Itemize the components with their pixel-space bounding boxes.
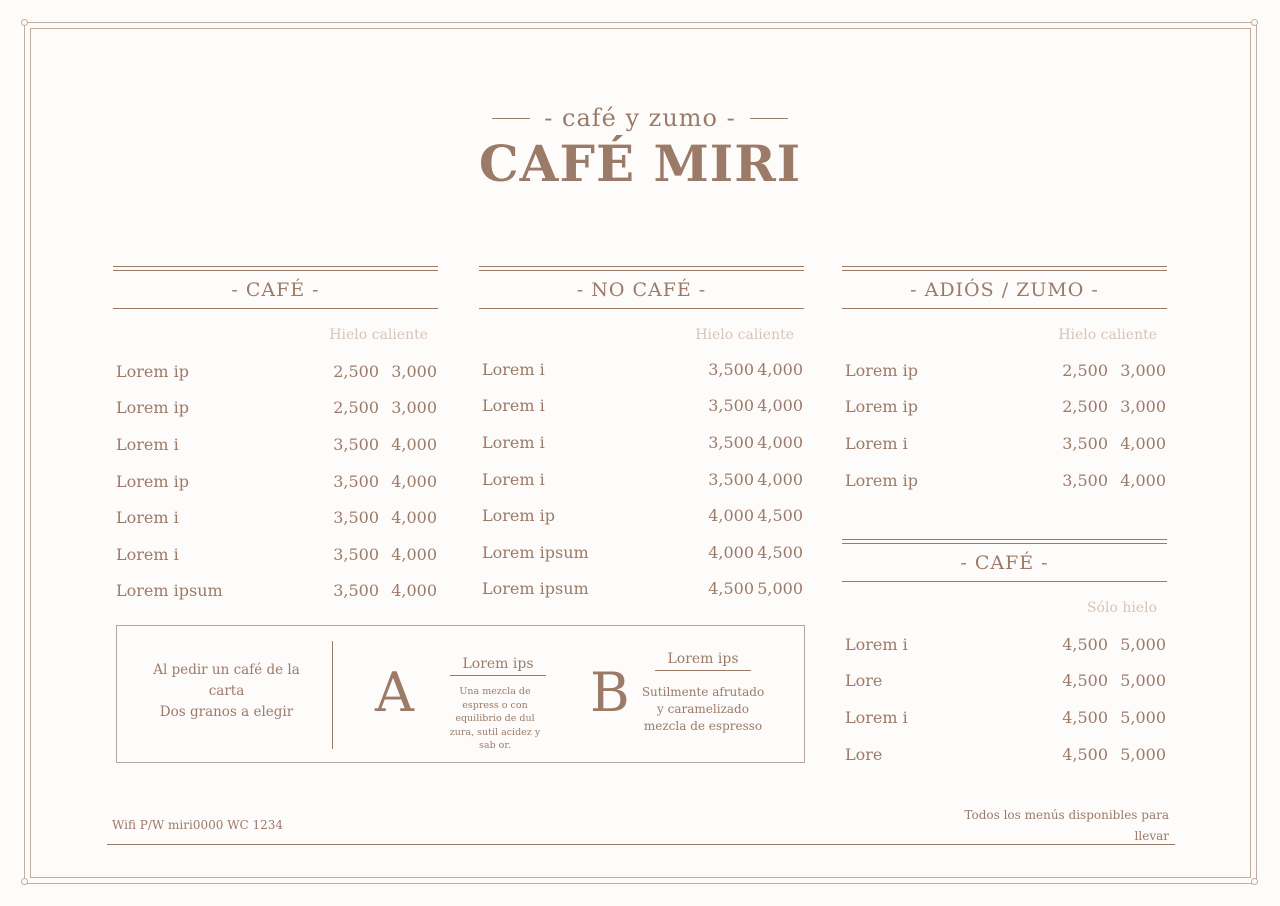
item-price-iced: 3,500 xyxy=(333,581,379,601)
item-price-iced: 2,500 xyxy=(333,398,379,418)
section-no-cafe xyxy=(479,266,804,607)
section-title: - CAFÉ - xyxy=(842,544,1167,582)
item-price-hot: 4,000 xyxy=(1120,433,1166,453)
item-price-iced: 2,500 xyxy=(1062,397,1108,417)
bean-choice-line-1: Al pedir un café de la carta xyxy=(153,662,300,699)
item-price-hot: 4,000 xyxy=(391,471,437,491)
item-price: 4,500 xyxy=(1062,707,1108,727)
menu-item xyxy=(842,425,1167,462)
menu-item xyxy=(479,388,804,425)
menu-item xyxy=(842,626,1167,663)
item-name: Lorem i xyxy=(845,433,908,453)
menu-item xyxy=(479,571,804,608)
menu-list xyxy=(479,351,804,607)
item-price: 4,500 xyxy=(1062,634,1108,654)
section-subheader: Hielo caliente xyxy=(329,327,428,343)
info-divider xyxy=(332,641,333,749)
menu-item xyxy=(113,426,438,463)
menu-header xyxy=(0,104,1280,193)
menu-item xyxy=(479,497,804,534)
item-price: 5,000 xyxy=(1120,744,1166,764)
section-cafe xyxy=(113,266,438,609)
menu-item xyxy=(479,534,804,571)
menu-item xyxy=(842,736,1167,773)
menu-item xyxy=(113,573,438,610)
item-name: Lore xyxy=(845,744,883,764)
item-name: Lorem ip xyxy=(845,397,918,417)
option-a-letter: A xyxy=(375,661,414,724)
item-price-iced: 4,000 xyxy=(708,506,754,526)
menu-subtitle: - café y zumo - xyxy=(544,104,736,132)
menu-item xyxy=(842,352,1167,389)
menu-item xyxy=(479,351,804,388)
item-price-iced: 3,500 xyxy=(708,359,754,379)
item-name: Lore xyxy=(845,671,883,691)
menu-item xyxy=(842,699,1167,736)
section-cafe-iced xyxy=(842,539,1167,772)
section-subheader: Sólo hielo xyxy=(1086,600,1157,616)
item-price-iced: 3,500 xyxy=(1062,470,1108,490)
item-price-hot: 4,000 xyxy=(757,432,803,452)
item-name: Lorem i xyxy=(482,432,545,452)
menu-list xyxy=(842,352,1167,498)
option-b-letter: B xyxy=(590,661,630,724)
menu-item xyxy=(113,463,438,500)
item-name: Lorem i xyxy=(845,707,908,727)
bean-choice-note xyxy=(139,660,314,723)
menu-item xyxy=(842,663,1167,700)
item-price: 5,000 xyxy=(1120,634,1166,654)
item-name: Lorem i xyxy=(482,396,545,416)
item-price-iced: 3,500 xyxy=(708,396,754,416)
menu-item xyxy=(113,536,438,573)
item-name: Lorem ip xyxy=(116,471,189,491)
item-price: 4,500 xyxy=(1062,671,1108,691)
section-title: - ADIÓS / ZUMO - xyxy=(842,271,1167,309)
menu-item xyxy=(842,462,1167,499)
item-price-iced: 3,500 xyxy=(333,471,379,491)
menu-item xyxy=(842,389,1167,426)
item-name: Lorem ip xyxy=(116,398,189,418)
option-b-description: Sutilmente afrutado y caramelizado mezcla de espresso xyxy=(641,685,765,733)
item-price-iced: 3,500 xyxy=(333,508,379,528)
frame-corner-ornament xyxy=(1251,878,1258,885)
item-price-iced: 3,500 xyxy=(708,432,754,452)
frame-corner-ornament xyxy=(1251,19,1258,26)
item-price-iced: 3,500 xyxy=(1062,433,1108,453)
wifi-info: Wifi P/W miri0000 WC 1234 xyxy=(112,818,284,832)
item-name: Lorem ip xyxy=(482,506,555,526)
section-subheader: Hielo caliente xyxy=(1058,327,1157,343)
item-price-hot: 3,000 xyxy=(1120,360,1166,380)
item-name: Lorem ip xyxy=(845,360,918,380)
menu-item xyxy=(479,461,804,498)
item-name: Lorem ip xyxy=(116,361,189,381)
item-price-hot: 4,000 xyxy=(391,434,437,454)
item-price-hot: 4,000 xyxy=(757,359,803,379)
item-price-hot: 3,000 xyxy=(391,361,437,381)
item-price-iced: 4,500 xyxy=(708,579,754,599)
section-title: - CAFÉ - xyxy=(113,271,438,309)
option-b-title: Lorem ips xyxy=(655,651,751,671)
item-price-hot: 4,000 xyxy=(757,396,803,416)
menu-item xyxy=(479,424,804,461)
section-title: - NO CAFÉ - xyxy=(479,271,804,309)
section-adios-zumo xyxy=(842,266,1167,498)
option-a-description: Una mezcla de espress o con equilibrio de dul zura, sutil acidez y sab or. xyxy=(449,686,541,751)
section-subheader: Hielo caliente xyxy=(695,327,794,343)
subtitle-rule-left xyxy=(492,118,530,119)
menu-title: CAFÉ MIRI xyxy=(478,134,802,193)
item-price-iced: 3,500 xyxy=(333,544,379,564)
takeout-note: Todos los menús disponibles para llevar xyxy=(964,808,1169,843)
item-price-iced: 2,500 xyxy=(1062,360,1108,380)
item-price-iced: 4,000 xyxy=(708,542,754,562)
item-price-hot: 4,500 xyxy=(757,542,803,562)
item-price-hot: 4,000 xyxy=(391,581,437,601)
footer-rule xyxy=(107,844,1175,845)
option-a-title: Lorem ips xyxy=(450,656,546,676)
item-price-hot: 4,000 xyxy=(1120,470,1166,490)
item-name: Lorem i xyxy=(482,469,545,489)
item-price: 5,000 xyxy=(1120,707,1166,727)
item-price-hot: 4,000 xyxy=(757,469,803,489)
item-price-iced: 3,500 xyxy=(333,434,379,454)
subtitle-rule-right xyxy=(750,118,788,119)
menu-list xyxy=(113,353,438,609)
item-name: Lorem i xyxy=(845,634,908,654)
item-price-iced: 2,500 xyxy=(333,361,379,381)
bean-choice-line-2: Dos granos a elegir xyxy=(159,704,294,720)
item-name: Lorem i xyxy=(116,544,179,564)
item-price: 5,000 xyxy=(1120,671,1166,691)
item-price-hot: 3,000 xyxy=(391,398,437,418)
item-price-hot: 4,000 xyxy=(391,544,437,564)
item-price-hot: 4,000 xyxy=(391,508,437,528)
item-price-hot: 5,000 xyxy=(757,579,803,599)
subtitle-row xyxy=(0,104,1280,132)
frame-corner-ornament xyxy=(21,19,28,26)
item-name: Lorem ip xyxy=(845,470,918,490)
bean-choice-box xyxy=(116,625,805,763)
frame-corner-ornament xyxy=(21,878,28,885)
item-price: 4,500 xyxy=(1062,744,1108,764)
item-price-hot: 4,500 xyxy=(757,506,803,526)
item-name: Lorem i xyxy=(482,359,545,379)
item-name: Lorem ipsum xyxy=(482,579,589,599)
item-price-iced: 3,500 xyxy=(708,469,754,489)
menu-item xyxy=(113,353,438,390)
item-name: Lorem ipsum xyxy=(116,581,223,601)
menu-item xyxy=(113,390,438,427)
item-price-hot: 3,000 xyxy=(1120,397,1166,417)
menu-item xyxy=(113,499,438,536)
item-name: Lorem i xyxy=(116,508,179,528)
item-name: Lorem i xyxy=(116,434,179,454)
menu-list xyxy=(842,626,1167,772)
item-name: Lorem ipsum xyxy=(482,542,589,562)
